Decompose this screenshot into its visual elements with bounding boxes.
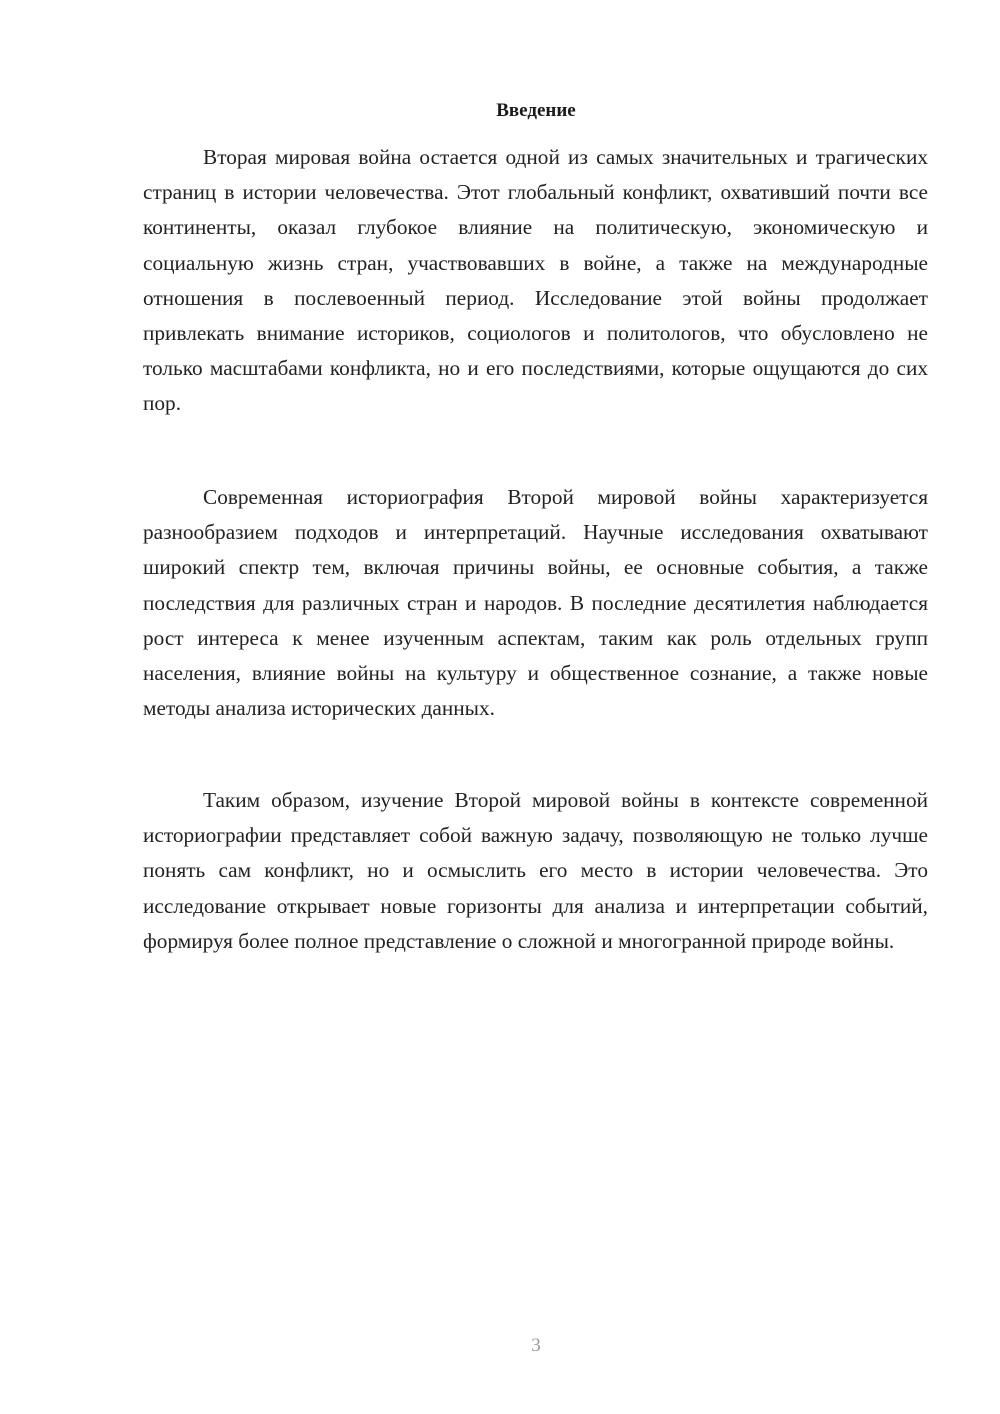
paragraph-1: Вторая мировая война остается одной из самых значительных и трагических страниц в истории человечества. Этот глобальный конфликт, охвативший почти все континенты, оказал глубокое влияние на политическую, экономическую и социальную жизнь стран, участвовавших в войне, а также на международные отношения в послевоенный период. Исследование этой войны продолжает привлекать внимание историков, социологов и политологов, что обусловлено не только масштабами конфликта, но и его последствиями, которые ощущаются до сих пор. (143, 145, 928, 416)
paragraph-3: Таким образом, изучение Второй мировой войны в контексте современной историографии представляет собой важную задачу, позволяющую не только лучше понять сам конфликт, но и осмыслить его место в истории человечества. Это исследование открывает новые горизонты для анализа и интерпретации событий, формируя более полное представление о сложной и многогранной природе войны. (143, 788, 928, 953)
page-title: Введение (496, 100, 576, 121)
page-number: 3 (531, 1335, 541, 1356)
paragraph-2: Современная историография Второй мировой войны характеризуется разнообразием подходов и интерпретаций. Научные исследования охватывают широкий спектр тем, включая причины войны, ее основные события, а также последствия для различных стран и народов. В последние десятилетия наблюдается рост интереса к менее изученным аспектам, таким как роль отдельных групп населения, влияние войны на культуру и общественное сознание, а также новые методы анализа исторических данных. (143, 485, 928, 721)
